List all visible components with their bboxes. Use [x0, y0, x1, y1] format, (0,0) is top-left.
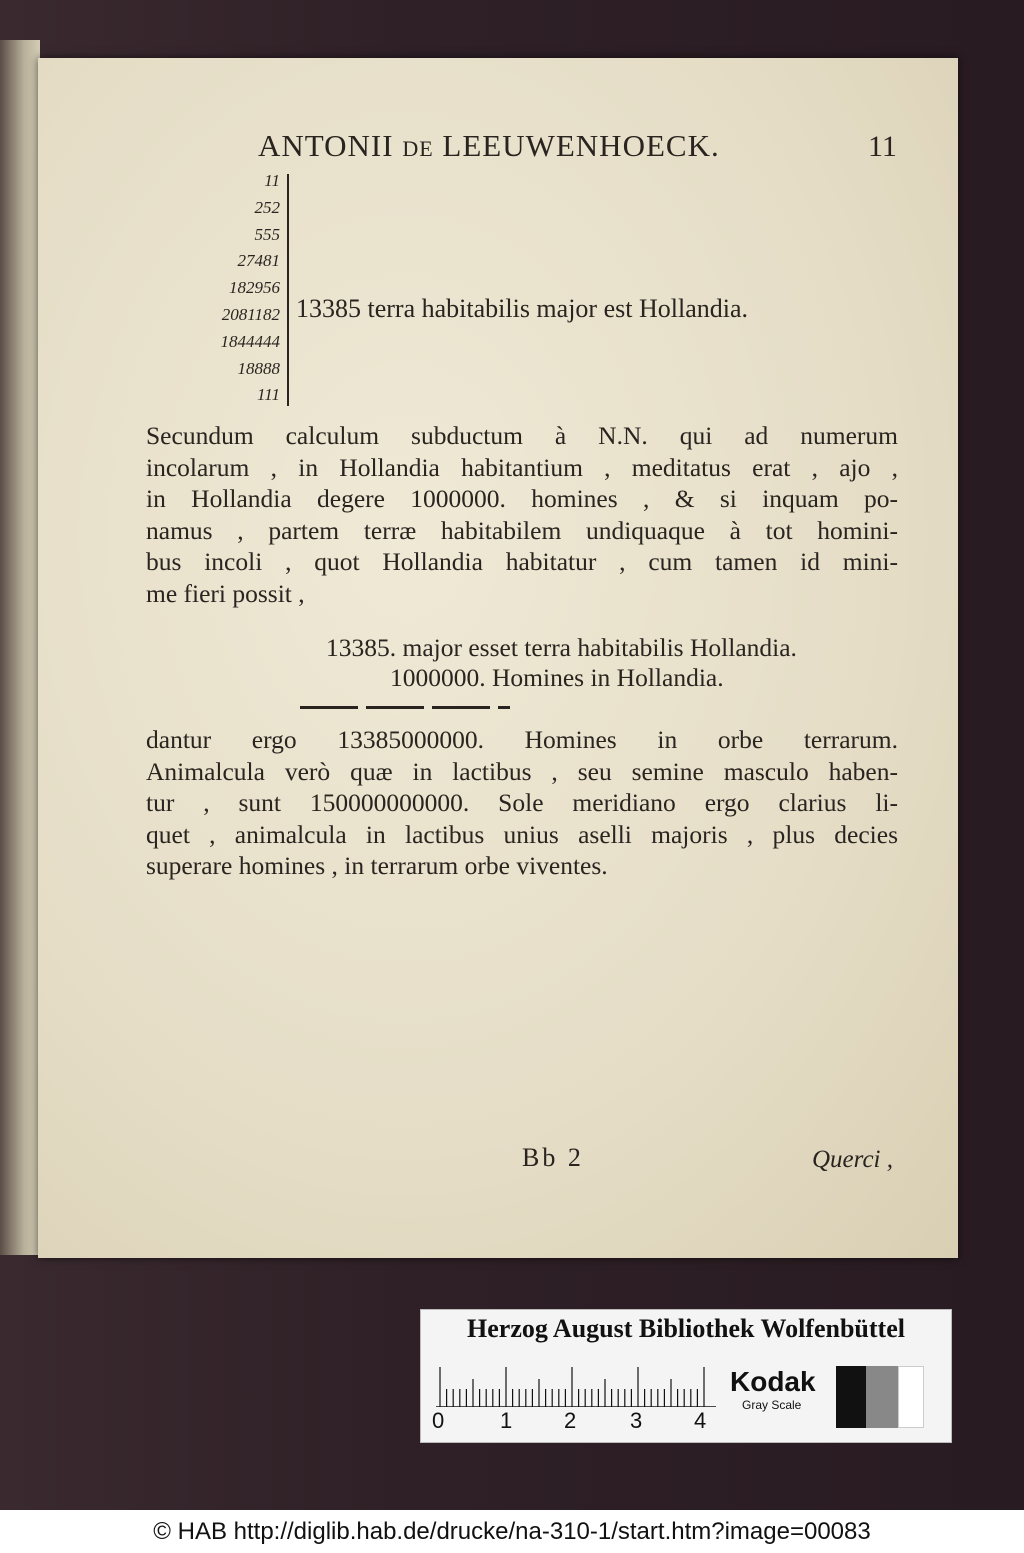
paragraph-2	[146, 724, 898, 882]
gray-scale-label: Gray Scale	[742, 1398, 802, 1412]
signature-mark: Bb 2	[522, 1143, 584, 1172]
ruler-number: 1	[500, 1408, 513, 1433]
ruler-number: 3	[630, 1408, 643, 1433]
text-line: in Hollandia degere 1000000. homines , & si inquam po-	[146, 484, 898, 513]
text-line: me fieri possit ,	[146, 578, 305, 608]
text-line: incolarum , in Hollandia habitantium , meditatus erat , ajo ,	[146, 452, 898, 482]
text-line: Secundum calculum subductum à N.N. qui ad numerum	[146, 421, 898, 450]
white-patch	[898, 1366, 924, 1428]
running-head: ANTONII DE LEEUWENHOECK.	[258, 128, 720, 163]
calc-row: 11	[264, 171, 280, 190]
copyright-footer: © HAB http://diglib.hab.de/drucke/na-310-1/start.htm?image=00083	[0, 1510, 1024, 1553]
ruler-number: 4	[694, 1408, 707, 1433]
calc-row: 111	[257, 385, 280, 405]
sum-line-1: 13385. major esset terra habitabilis Hollandia.	[326, 633, 797, 662]
page-number: 11	[868, 130, 897, 163]
calc-row: 182956	[229, 278, 280, 298]
text-line: quet , animalcula in lactibus unius aselli majoris , plus decies	[146, 819, 898, 849]
text-line: dantur ergo 13385000000. Homines in orbe terrarum.	[146, 725, 898, 754]
sum-line-2: 1000000. Homines in Hollandia.	[390, 663, 724, 692]
previous-page-edge	[0, 40, 40, 1255]
calculation-column	[168, 168, 280, 409]
kodak-logo: Kodak	[730, 1366, 816, 1397]
paragraph-1	[146, 420, 898, 609]
calculation-result: 13385 terra habitabilis major est Hollandia.	[296, 294, 748, 323]
text-line: namus , partem terræ habitabilem undiquaque à tot homini-	[146, 515, 898, 545]
card-title: Herzog August Bibliothek Wolfenbüttel	[467, 1314, 905, 1343]
calc-row: 555	[254, 224, 280, 244]
text-line: Animalcula verò quæ in lactibus , seu semine masculo haben-	[146, 756, 898, 786]
black-patch	[836, 1366, 866, 1428]
calc-row: 252	[254, 197, 280, 217]
ruler-number: 0	[432, 1408, 445, 1433]
calc-row: 1844444	[220, 331, 280, 351]
ruler-number: 2	[564, 1408, 577, 1433]
text-line: tur , sunt 150000000000. Sole meridiano ergo clarius li-	[146, 788, 898, 817]
calculation-divider	[287, 174, 289, 406]
catchword: Querci ,	[812, 1146, 893, 1173]
sum-rule	[300, 706, 510, 709]
calc-row: 2081182	[221, 304, 280, 324]
text-line: bus incoli , quot Hollandia habitatur , cum tamen id mini-	[146, 547, 898, 576]
gray-patch	[866, 1366, 898, 1428]
ruler-scale	[436, 1367, 716, 1407]
calc-row: 27481	[237, 251, 280, 271]
calc-row: 18888	[237, 358, 280, 378]
text-line: superare homines , in terrarum orbe viventes.	[146, 851, 608, 880]
